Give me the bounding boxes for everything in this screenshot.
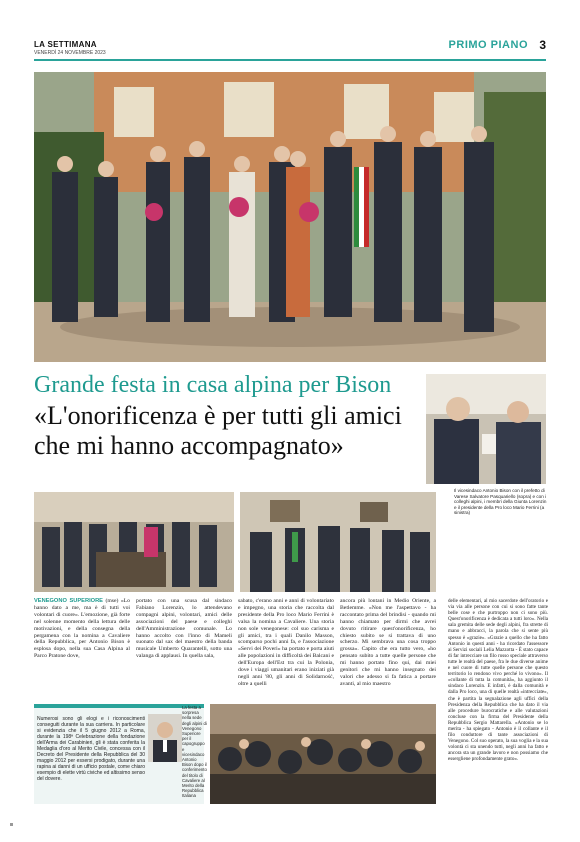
- body-column-5: [448, 598, 548, 763]
- body-text-col5: delle elementari, al mio sacerdote dell'oratorio e via via alle persone con cui si sono fatte tante belle cose e che purtroppo non ci sono più. Quest'onorificenza è dedicata a tutti loro». Nella sala gremita delle sede degli alpini, fra strette di mano e abbracci, la parola che si sente più spesso è «grazie». «Grazie a quello che ha fatto Antonio in questi anni - ha ricordato l'assessore ai Servizi sociali Lelia Mazzotta - È stato capace di far intrecciare un filo rosso speciale attraverso tutte le realtà del paese, fra le due diverse anime e nel cuore di tutte quelle persone che questo territorio lo rendono vivo perché lo vivono». Il «collante di tutta la comunità», ha aggiunto il sindaco Lorenzin. E infatti, è dalla comunità e dalla Pro loco, una di quelle realtà «intrecciate», che è partita la segnalazione agli uffici della Presidenza della Repubblica che ha dato il via alle procedure burocratiche e alle valutazioni concluse con la firma del Presidente della Repubblica Sergio Mattarella. «Antonio se lo merita - ha spiegato - Antonio è il collante e il filo conduttore di tante associazioni di Venegono. Col suo operato, la sua voglia e la sua volontà ci sta unendo tutti, negli anni ha fatto e ancora sta un grande lavoro e non possiamo che essergliene profondamente grato».: [448, 598, 549, 763]
- body-text-col1: (mse) «Lo hanno dato a me, ma è di tutti voi volontari di cuore». L'emozione, già forte nel solenne momento della lettura delle motivazioni, e della consegna della pergamena con la nomina a Cavaliere della Repubblica, per Antonio Bison è esplosa dopo, nella sua Casa Alpina al Parco Pratone dove,: [34, 598, 130, 660]
- article-title: «L'onorificenza è per tutti gli amici che mi hanno accompagnato»: [34, 401, 402, 460]
- section-label: PRIMO PIANO: [448, 39, 528, 51]
- issue-date: VENERDÌ 24 NOVEMBRE 2023: [34, 50, 106, 56]
- scan-mark: [10, 823, 13, 826]
- bottom-photo-caption: La festa a sorpresa nella sede degli alpini di Venegono Superiore per il capogruppo e vicesindaco Antonio Bison dopo il conferimento del titolo di Cavaliere al Merito della Repubblica Italiana: [182, 705, 207, 799]
- masthead-rule: [34, 59, 546, 61]
- body-column-1: [34, 598, 130, 660]
- honors-sidebar: [34, 704, 204, 804]
- body-text-col3: sabato, c'erano anni e anni di volontariato e impegno, una storia che raccolta dal presidente della Pro loco Mario Ferrini è valsa la nomina a Cavaliere. Una storia non sole venegonese: col suo carisma e gli amici, tra i quali Danilo Masson, scomparso pochi anni fa, e l'associazione «Servi dei Poveri» ha portato e porta aiuti alle popolazioni in difficoltà dei Balcani e dell'Europa dell'Est tra cui la Polonia, dove i viaggi umanitari erano iniziati già negli anni '80, gli anni di Solidarność, oltre a quelli: [238, 598, 334, 687]
- right-photo-caption: Il vicesindaco Antonio Bison con il prefetto di Varese Salvatore Pasquariello (sopra) e con i colleghi alpini, i membri della Giunta Lorenzin e il presidente della Pro loco Mario Ferrini (a sinistra): [454, 488, 547, 516]
- body-text-col4: ancora più lontani in Medio Oriente, a Betlemme. «Non me l'aspettavo - ha raccontato prima del brindisi - quando mi hanno chiamato per dirmi che avrei dovuto ritirare quest'onorificenza, ho chiesto subito se si trattava di uno scherzo. Mi sembrava una cosa troppo grossa». Capito che era tutto vero, «ho pensato subito a tutte quelle persone che mi hanno portato fino qui, dai miei genitori che mi hanno insegnato dei valori che adesso si fa fatica a portare avanti, al mio maestro: [340, 598, 436, 687]
- dateline: VENEGONO SUPERIORE: [34, 598, 103, 604]
- party-crowd-photo: [210, 704, 436, 804]
- alpini-group-photo: [34, 492, 234, 592]
- article-kicker: Grande festa in casa alpina per Bison: [34, 372, 392, 398]
- prefect-photo: [426, 374, 546, 484]
- giunta-photo: [240, 492, 436, 592]
- newspaper-brand: LA SETTIMANA: [34, 40, 97, 49]
- masthead: [34, 38, 546, 64]
- body-column-4: [340, 598, 436, 688]
- headline-block: [34, 372, 420, 461]
- body-column-3: [238, 598, 334, 688]
- body-text-col2: portato con una scusa dal sindaco Fabiano Lorenzin, lo attendevano compagni alpini, volontari, amici delle associazioni del paese e colleghi dell'Amministrazione comunale. Lo hanno accolto con l'inno di Mameli suonato dal sax del maestro della banda musicale Umberto Quarantelli, sotto una valanga di applausi. In quella sala,: [136, 598, 232, 660]
- main-group-photo: [34, 72, 546, 362]
- page-number: 3: [539, 38, 546, 52]
- body-column-2: [136, 598, 232, 660]
- bison-portrait-photo: [148, 714, 182, 762]
- sidebar-text: Numerosi sono gli elogi e i riconoscimenti conseguiti durante la sua carriera. In particolare si evidenzia che il 5 giugno 2012 a Roma, durante la 198ª Celebrazione della fondazione dell'Arma dei Carabinieri, gli è stata conferita la Medaglia d'oro al Merito Civile, concessa con il Decreto del Presidente della Repubblica del 30 maggio 2012 per essersi prodigato, durante una rapina ai danni di un ufficio postale, come chiaro esempio di elette virtù civiche ed altissimo senso del dovere.: [37, 716, 145, 782]
